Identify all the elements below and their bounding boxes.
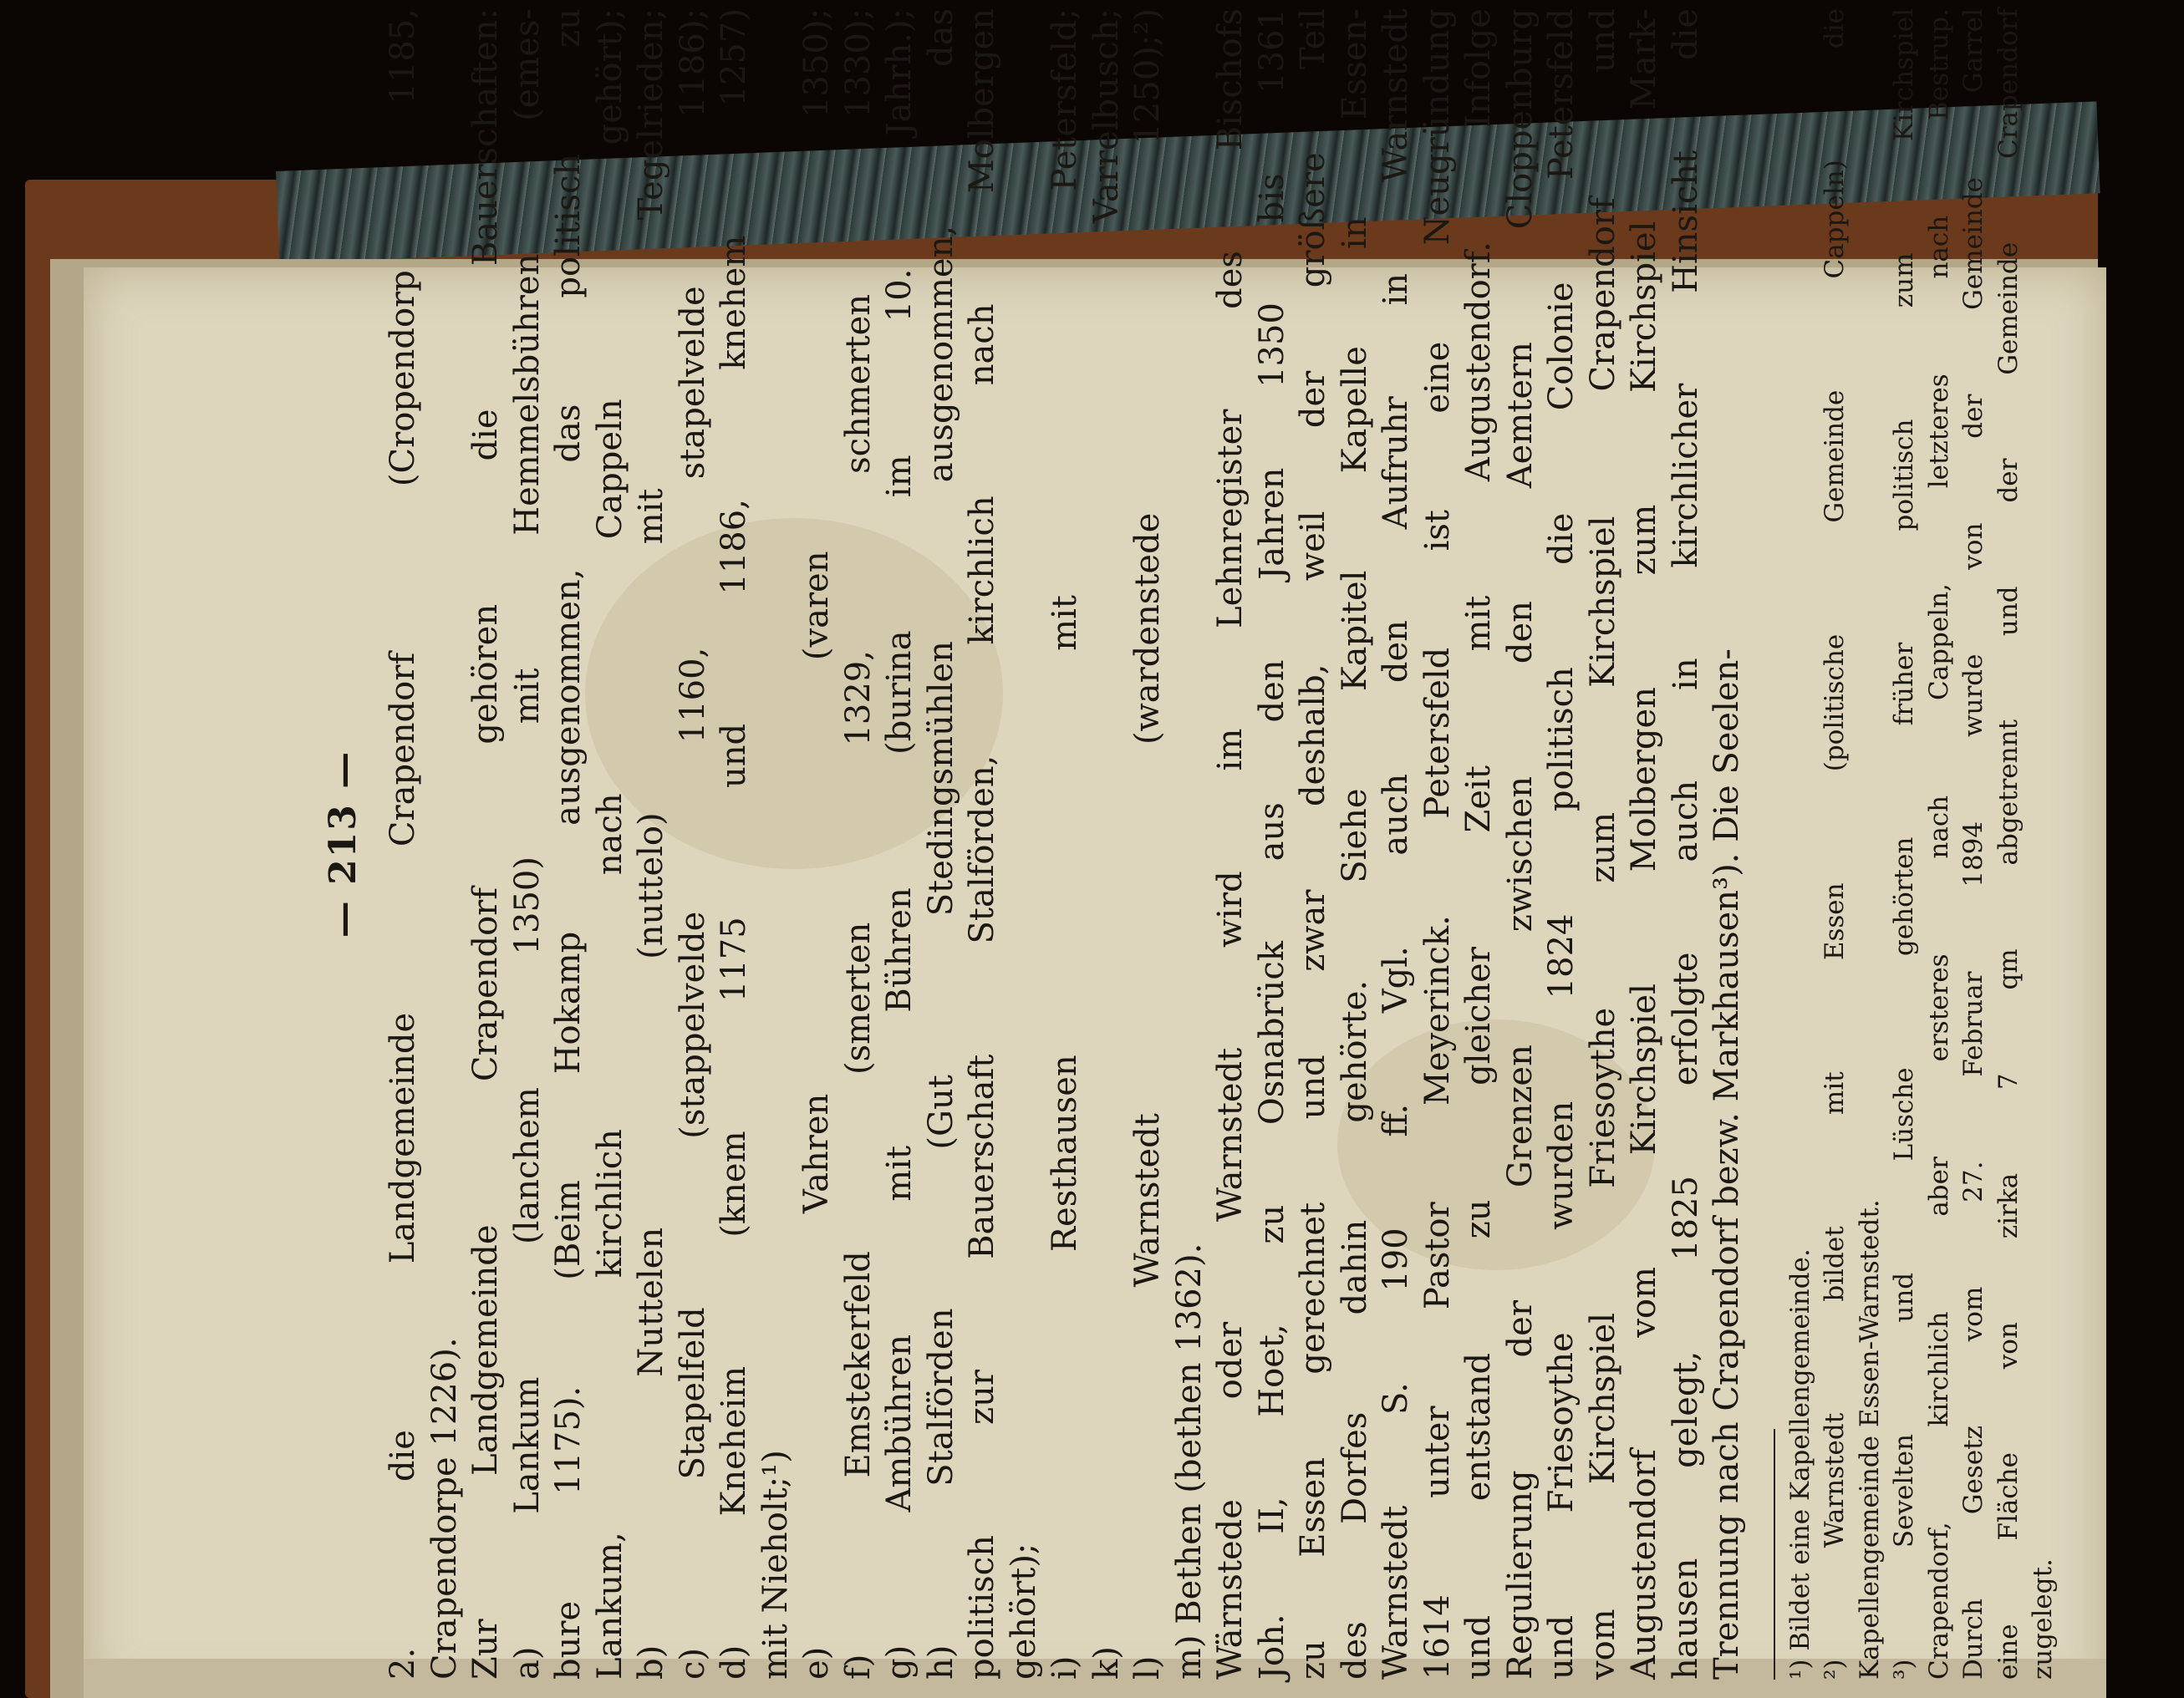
footnote-line: Crapendorf, kirchlich aber ersteres nach Cappeln, letzteres nach Bestrup. — [1923, 8, 1954, 1680]
text-line: b) Nuttelen (nuttelo) mit Tegelrieden; — [632, 8, 670, 1680]
text-line: zu Essen gerechnet und zwar deshalb, weil der größere Teil — [1294, 8, 1332, 1680]
main-text-block — [383, 8, 1749, 1680]
footnote-line: eine Fläche von zirka 7 qm abgetrennt und der Gemeinde Crapendorf — [1993, 8, 2024, 1680]
text-line: i) Resthausen mit Petersfeld; — [1046, 8, 1084, 1680]
text-line: 2. die Landgemeinde Crapendorf (Cropendorp 1185, — [384, 8, 422, 1680]
rotated-page-content — [322, 8, 2058, 1680]
footnote-line: Durch Gesetz vom 27. Februar 1894 wurde von der Gemeinde Garrel — [1958, 8, 1988, 1680]
footnote-line: ³) Sevelten und Lüsche gehörten früher politisch zum Kirchspiel — [1889, 8, 1919, 1680]
page-number: — 213 — — [322, 750, 364, 938]
footnotes-block — [1784, 8, 2061, 1680]
text-line: Wärnstede oder Warnstedt wird im Lehnregister des Bischofs — [1211, 8, 1250, 1680]
text-line: c) Stapelfeld (stappelvelde 1160, stapelvelde 1186); — [673, 8, 712, 1680]
footnote-line: ²) Warnstedt bildet mit Essen (politische Gemeinde Cappeln) die — [1820, 8, 1850, 1680]
text-line: Joh. II, Hoet, zu Osnabrück aus den Jahren 1350 bis 1361 — [1252, 8, 1291, 1680]
text-line: hausen gelegt, 1825 erfolgte auch in kirchlicher Hinsicht die — [1666, 8, 1705, 1680]
text-line: des Dorfes dahin gehörte. Siehe Kapitel Kapelle in Essen- — [1335, 8, 1374, 1680]
text-line: politisch zur Bauerschaft Stalförden, kirchlich nach Molbergen — [963, 8, 1001, 1680]
text-line: a) Lankum (lanchem 1350) mit Hemmelsbühren (emes- — [507, 8, 547, 1680]
footnote-line: Kapellengemeinde Essen-Warnstedt. — [1854, 1199, 1885, 1680]
text-line: Zur Landgemeinde Crapendorf gehören die Bauerschaften: — [466, 8, 505, 1680]
text-line: 1614 unter Pastor Meyerinck. Petersfeld ist eine Neugründung — [1418, 8, 1457, 1680]
text-line: Trennung nach Crapendorf bezw. Markhausen³). Die Seelen- — [1708, 648, 1746, 1680]
footnote-separator — [1774, 1429, 1775, 1680]
text-line: Lankum, kirchlich nach Cappeln gehört); — [590, 8, 629, 1680]
footnote-line: zugelegt. — [2028, 1558, 2058, 1680]
text-line: gehört); — [1004, 1543, 1043, 1680]
text-line: vom Kirchspiel Friesoythe zum Kirchspiel Crapendorf und — [1583, 8, 1622, 1680]
text-line: f) Emstekerfeld (smerten 1329, schmerten 1330); — [838, 8, 878, 1680]
text-line: l) Warnstedt (wardenstede 1250);²) — [1128, 8, 1167, 1680]
text-line: d) Kneheim (knem 1175 und 1186, knehem 1257) — [715, 8, 753, 1680]
text-line: m) Bethen (bethen 1362). — [1169, 1243, 1209, 1680]
text-line: mit Nieholt;¹) — [756, 1450, 795, 1680]
text-line: Crapendorpe 1226). — [425, 1337, 464, 1680]
text-line: und entstand zu gleicher Zeit mit Augustendorf. Infolge — [1459, 8, 1498, 1680]
text-line: Regulierung der Grenzen zwischen den Aemtern Cloppenburg — [1500, 8, 1540, 1680]
text-line: k) Varrelbusch; — [1087, 8, 1126, 1680]
text-line: Augustendorf vom Kirchspiel Molbergen zum Kirchspiel Mark- — [1625, 8, 1663, 1680]
footnote-line: ¹) Bildet eine Kapellengemeinde. — [1784, 1248, 1815, 1680]
text-line: e) Vahren (varen 1350); — [797, 8, 836, 1680]
text-line: und Friesoythe wurden 1824 politisch die Colonie Petersfeld — [1542, 8, 1581, 1680]
text-line: h) Stalförden (Gut Stedingsmühlen ausgenommen, das — [921, 8, 960, 1680]
text-line: Warnstedt S. 190 ff. Vgl. auch den Aufruhr in Warnstedt — [1377, 8, 1415, 1680]
text-line: bure 1175). (Beim Hokamp ausgenommen, das politisch zu — [549, 8, 588, 1680]
text-line: g) Ambühren mit Bühren (burina im 10. Jahrh.); — [880, 8, 919, 1680]
